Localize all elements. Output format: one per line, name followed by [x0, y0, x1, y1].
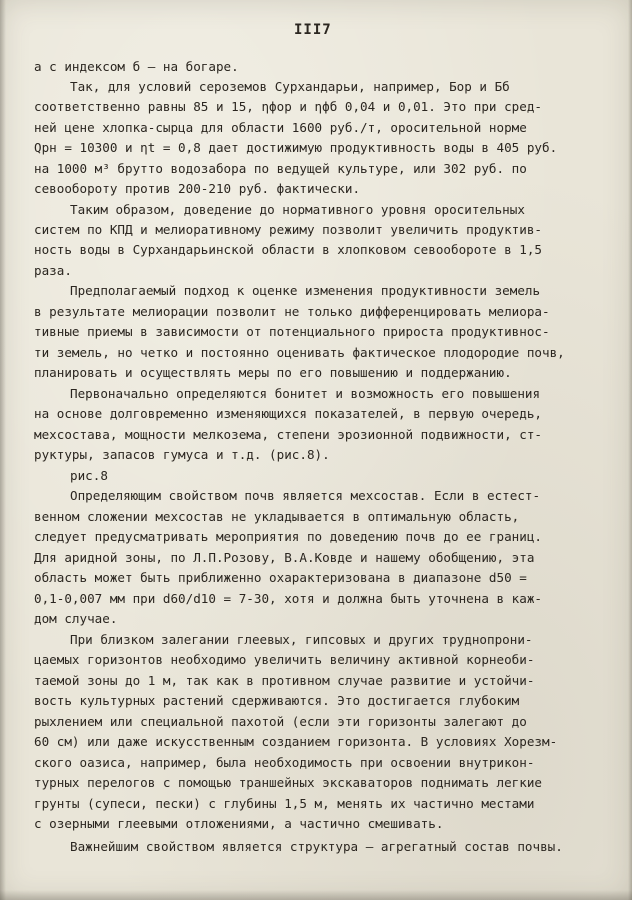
text-line: руктуры, запасов гумуса и т.д. (рис.8). [34, 447, 330, 462]
text-line: таемой зоны до 1 м, так как в противном случае развитие и устойчи- [34, 673, 535, 688]
text-line: систем по КПД и мелиоративному режиму позволит увеличить продуктив- [34, 222, 542, 237]
text-line: Предполагаемый подход к оценке изменения продуктивности земель [70, 283, 541, 298]
text-line: турных перелогов с помощью траншейных экскаваторов поднимать легкие [34, 775, 542, 790]
text-line: Определяющим свойством почв является мехсостав. Если в естест- [70, 488, 541, 503]
text-line: 60 см) или даже искусственным созданием горизонта. В условиях Хорезм- [34, 734, 558, 749]
text-line: Первоначально определяются бонитет и возможность его повышения [70, 386, 541, 401]
text-line: венном сложении мехсостав не укладывается в оптимальную область, [34, 509, 520, 524]
text-line: Таким образом, доведение до нормативного уровня оросительных [70, 202, 525, 217]
text-line: При близком залегании глеевых, гипсовых и других труднопрони- [70, 632, 533, 647]
text-line: соответственно равны 85 и 15, ηфор и ηфб 0,04 и 0,01. Это при сред- [34, 99, 542, 114]
text-line: цаемых горизонтов необходимо увеличить величину активной корнеоби- [34, 652, 535, 667]
text-line: Важнейшим свойством является структура – агрегатный состав почвы. [70, 839, 563, 854]
text-line: Так, для условий сероземов Сурхандарьи, например, Бор и Бб [70, 79, 510, 94]
text-line: мехсостава, мощности мелкозема, степени эрозионной подвижности, ст- [34, 427, 542, 442]
text-line: на основе долговременно изменяющихся показателей, в первую очередь, [34, 406, 542, 421]
text-line: ского оазиса, например, была необходимость при освоении внутрикон- [34, 755, 535, 770]
figure-reference: рис.8 [70, 468, 108, 483]
text-line: область может быть приближенно охарактеризована в диапазоне d50 = [34, 570, 527, 585]
text-line: ти земель, но четко и постоянно оценивать фактическое плодородие почв, [34, 345, 565, 360]
text-line: в результате мелиорации позволит не только дифференцировать мелиора- [34, 304, 550, 319]
text-line: тивные приемы в зависимости от потенциального прироста продуктивнос- [34, 324, 550, 339]
text-line: раза. [34, 263, 72, 278]
text-line: с озерными глеевыми отложениями, а частично смешивать. [34, 816, 444, 831]
text-line: дом случае. [34, 611, 118, 626]
page-number: III7 [294, 22, 332, 38]
text-line: ность воды в Сурхандарьинской области в хлопковом севообороте в 1,5 [34, 242, 542, 257]
text-line: Qрн = 10300 и ηt = 0,8 дает достижимую продуктивность воды в 405 руб. [34, 140, 558, 155]
text-line: следует предусматривать мероприятия по доведению почв до ее границ. [34, 529, 542, 544]
text-line: рыхлением или специальной пахотой (если эти горизонты залегают до [34, 714, 527, 729]
text-line: севообороту против 200-210 руб. фактически. [34, 181, 361, 196]
text-line: грунты (супеси, пески) с глубины 1,5 м, менять их частично местами [34, 796, 535, 811]
text-line: планировать и осуществлять меры по его повышению и поддержанию. [34, 365, 512, 380]
text-line: на 1000 м³ брутто водозабора по ведущей культуре, или 302 руб. по [34, 161, 527, 176]
text-line: ней цене хлопка-сырца для области 1600 руб./т, оросительной норме [34, 120, 527, 135]
text-line: Для аридной зоны, по Л.П.Розову, В.А.Ковде и нашему обобщению, эта [34, 550, 535, 565]
text-line: а с индексом б – на богаре. [34, 59, 239, 74]
text-line: вость культурных растений сдерживаются. Это достигается глубоким [34, 693, 520, 708]
text-line: 0,1-0,007 мм при d60/d10 = 7-30, хотя и должна быть уточнена в каж- [34, 591, 542, 606]
